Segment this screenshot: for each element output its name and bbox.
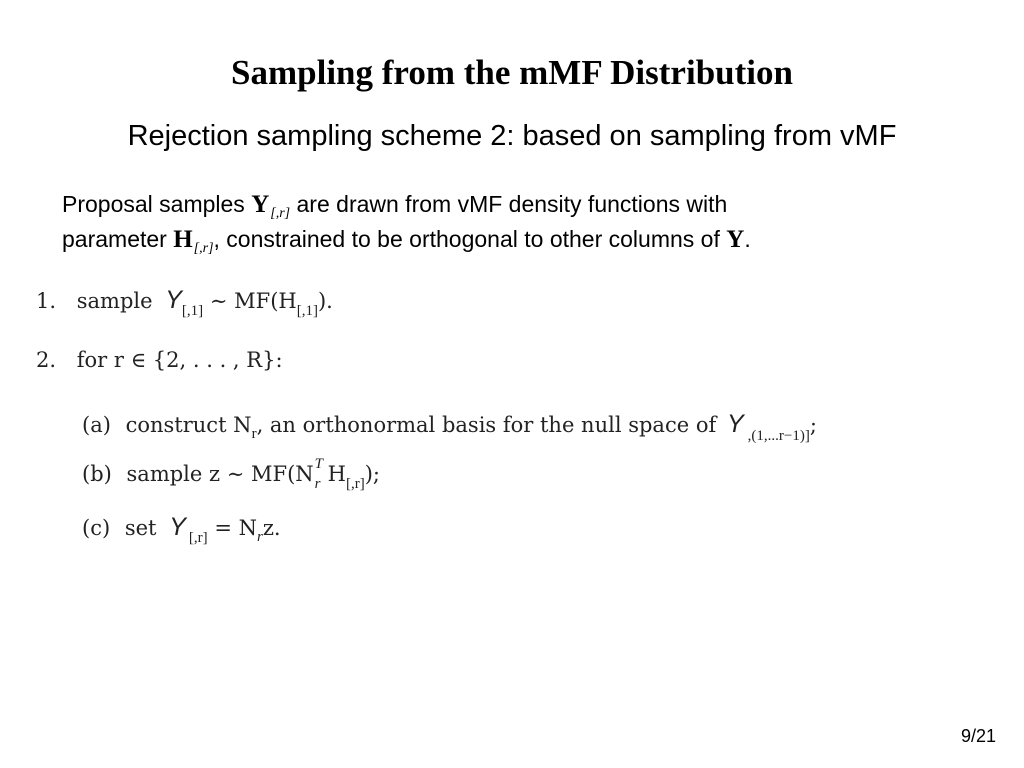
step-2c-y: Y (169, 513, 186, 541)
step-2b-sub: r (314, 476, 321, 492)
step-2b (82, 456, 381, 493)
step-2-number: 2. (36, 348, 57, 372)
step-2b-text: sample z ∼ MF(N (126, 462, 314, 486)
step-2a-end: ; (809, 413, 817, 437)
intro-line-1 (62, 191, 727, 222)
slide-subtitle: Rejection sampling scheme 2: based on sampling from vMF (127, 120, 897, 152)
step-1-text: sample (76, 289, 153, 313)
step-1-y-sub: [,1] (181, 303, 204, 319)
step-1 (36, 286, 333, 320)
step-2c-y-sub: [,r] (188, 530, 208, 546)
page-number: 9/21 (960, 726, 996, 746)
matrix-y2-symbol: Y (726, 226, 745, 253)
matrix-y-symbol: Y (251, 191, 270, 218)
intro-text-a: Proposal samples (62, 191, 245, 217)
step-2-text: for r ∈ {2, . . . , R}: (76, 348, 283, 372)
step-2c-rest: = N (214, 516, 257, 540)
step-1-rest: ∼ MF(H (209, 289, 297, 313)
step-2a-rest: , an orthonormal basis for the null space of (256, 413, 717, 437)
step-2a-sub: r (251, 426, 257, 442)
step-2b-mid: H (327, 462, 346, 486)
matrix-y-subscript: [,r] (270, 206, 291, 221)
step-2a-y: Y (726, 410, 744, 438)
step-2 (36, 348, 283, 372)
matrix-h-subscript: [,r] (193, 241, 214, 256)
intro-period: . (744, 226, 751, 252)
step-2b-script (314, 456, 328, 492)
step-2a-text: construct N (125, 413, 252, 437)
matrix-h-symbol: H (173, 226, 193, 253)
step-1-y: Y (165, 286, 182, 314)
step-2a (82, 410, 817, 445)
step-2c-end: z. (262, 516, 281, 540)
step-1-close: ). (317, 289, 333, 313)
step-2b-sup: T (314, 456, 323, 472)
step-2b-sub2: [,r] (345, 476, 365, 492)
step-2c-rest-sub: r (256, 529, 263, 545)
step-2c (82, 513, 281, 547)
step-2b-end: ); (364, 462, 381, 486)
step-1-number: 1. (36, 289, 57, 313)
intro-text-d: , constrained to be orthogonal to other columns of (213, 226, 720, 252)
step-2a-label: (a) (82, 413, 111, 437)
step-2c-text: set (124, 516, 157, 540)
step-1-rest-sub: [,1] (296, 303, 318, 319)
intro-line-2 (62, 226, 751, 257)
intro-text-c: parameter (62, 226, 167, 252)
step-2a-y-sub: ,(1,...r−1)] (747, 428, 810, 444)
step-2c-label: (c) (82, 516, 111, 540)
slide-title: Sampling from the mMF Distribution (231, 53, 793, 92)
step-2b-label: (b) (82, 462, 112, 486)
intro-text-b: are drawn from vMF density functions with (296, 191, 728, 217)
